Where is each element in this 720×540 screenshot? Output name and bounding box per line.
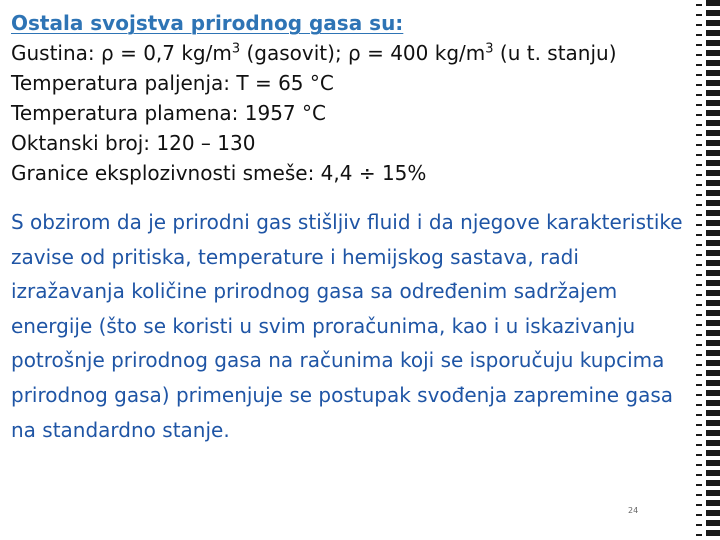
density-prefix: Gustina: ρ = 0,7 kg/m	[11, 41, 232, 65]
property-ignition-temperature: Temperatura paljenja: T = 65 °C	[11, 71, 334, 95]
body-paragraph: S obzirom da je prirodni gas stišljiv fluid i da njegove karakteristike zavise od pritiska, temperature i hemijskog sastava, radi izražavanja količine prirodnog gasa sa određenim sadržajem energije (što se koristi u svim proračunima, kao i u iskazivanju potrošnje prirodnog gasa na računima koji se isporučuju kupcima prirodnog gasa) primenjuje se postupak svođenja zapremine gasa na standardno stanje.	[11, 210, 683, 442]
density-middle: (gasovit); ρ = 400 kg/m	[240, 41, 486, 65]
decorative-edge-border	[704, 0, 720, 540]
property-explosive-limits: Granice eksplozivnosti smeše: 4,4 ÷ 15%	[11, 161, 427, 185]
density-exponent-1: 3	[231, 41, 241, 57]
slide-content	[11, 8, 691, 447]
property-octane-number: Oktanski broj: 120 – 130	[11, 131, 256, 155]
page-number: 24	[628, 506, 639, 515]
slide-title: Ostala svojstva prirodnog gasa su:	[11, 11, 404, 35]
density-suffix: (u t. stanju)	[493, 41, 617, 65]
properties-list	[11, 38, 691, 188]
property-flame-temperature: Temperatura plamena: 1957 °C	[11, 101, 326, 125]
property-density	[11, 38, 691, 68]
density-exponent-2: 3	[485, 41, 494, 57]
